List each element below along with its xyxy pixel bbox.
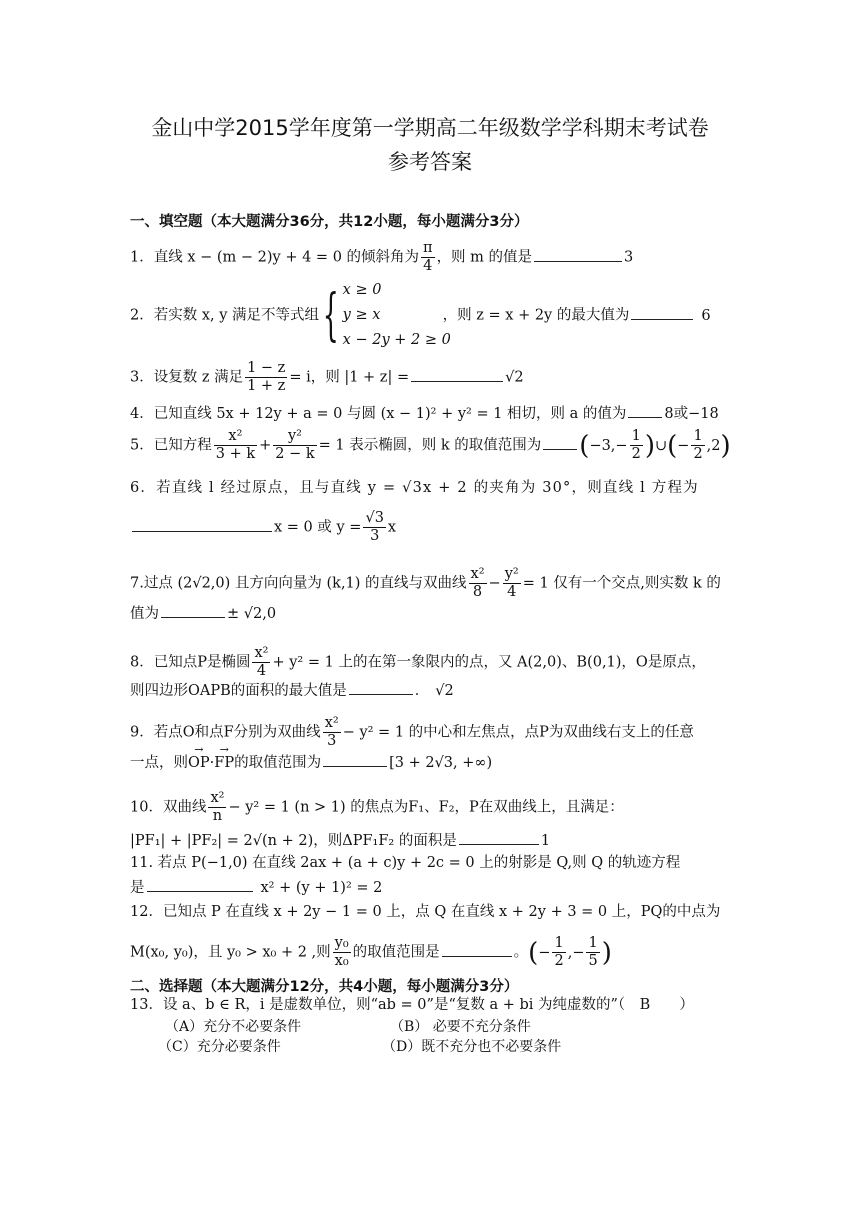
document-subtitle: 参考答案	[388, 150, 472, 174]
q12-fraction: $\frac{\text{y₀}}{\text{x₀}}$	[334, 935, 349, 969]
question-5: 5．已知方程 $\frac{\text{x²}}{3 + k}$ + $\frac{\text{y²}}{2 - k}$ = 1 表示椭圆，则 k 的取值范围为 (−3,− $\frac{1}{2}$ )∪(− $\frac{1}{2}$ ,2)	[130, 428, 731, 462]
question-8-line-2: 则四边形OAPB的面积的最大值是 ． √2	[130, 680, 454, 701]
q1-answer: 3	[624, 249, 634, 266]
question-3	[130, 360, 524, 395]
q7-fraction-1: $\frac{\text{x²}}{8}$	[470, 566, 485, 600]
question-8	[130, 645, 706, 680]
question-7: 7.过点 (2√2,0) 且方向向量为 (k,1) 的直线与双曲线 $\frac{\text{x²}}{8}$ − $\frac{\text{y²}}{4}$ = 1 仅有一个交点,则实数 k 的	[130, 566, 721, 600]
question-11	[130, 853, 680, 873]
answer-blank	[543, 435, 577, 450]
q8-text: 8．已知点P是椭圆	[130, 654, 251, 671]
document-title: 金山中学2015学年度第一学期高二年级数学学科期末考试卷	[151, 116, 709, 140]
q2-text: 2．若实数 x, y 满足不等式组	[130, 307, 320, 324]
q2-inequality-system: x ≥ 0 y ≥ x x − 2y + 2 ≥ 0	[342, 282, 451, 348]
answer-blank	[459, 830, 539, 845]
q7-answer: ± √2,0	[227, 606, 277, 622]
q5-fraction-2: $\frac{\text{y²}}{2 - k}$	[275, 428, 315, 462]
answer-blank	[323, 752, 387, 767]
answer-blank	[631, 305, 693, 320]
option-a: （A）充分不必要条件	[165, 1019, 302, 1035]
q7-text-post: = 1 仅有一个交点,则实数 k 的	[522, 575, 721, 592]
answer-blank	[132, 517, 272, 532]
q1-text-post: ，则 m 的值是	[436, 249, 533, 266]
answer-blank	[411, 367, 503, 382]
question-2	[130, 278, 711, 353]
question-4	[130, 403, 719, 424]
q8-fraction: $\frac{\text{x²}}{4}$	[254, 645, 269, 679]
answer-blank	[161, 603, 225, 618]
q2-text-post: ，则 z = x + 2y 的最大值为	[442, 307, 630, 324]
q3-fraction: $\frac{1 - z}{1 + z}$	[247, 360, 286, 394]
question-6	[130, 478, 699, 498]
q11-text: 11. 若点 P(−1,0) 在直线 2ax + (a + c)y + 2c = 0 上的射影是 Q,则 Q 的轨迹方程	[130, 855, 681, 871]
q10-answer: 1	[540, 833, 551, 849]
question-13	[130, 995, 694, 1015]
answer-blank	[628, 403, 662, 418]
q9-fraction: $\frac{\text{x²}}{3}$	[324, 715, 339, 749]
answer-blank	[147, 877, 253, 892]
q11-answer: x² + (y + 1)² = 2	[260, 880, 383, 896]
q8-answer: √2	[435, 683, 454, 699]
question-11-line-2: 是 x² + (y + 1)² = 2	[130, 877, 382, 898]
option-d: （D）既不充分也不必要条件	[382, 1039, 562, 1055]
vector-op: → OP	[188, 753, 210, 773]
q5-text: 5．已知方程	[130, 437, 212, 454]
q5-answer: (−3,− $\frac{1}{2}$ )∪(− $\frac{1}{2}$ ,2)	[579, 428, 731, 462]
section-heading-fill-in: 一、填空题（本大题满分36分，共12小题，每小题满分3分）	[130, 214, 529, 230]
question-12	[130, 902, 720, 922]
q6-text: 6．若直线 l 经过原点，且与直线 y = √3x + 2 的夹角为 30°，则直线 l 方程为	[130, 480, 699, 496]
q4-text: 4．已知直线 5x + 12y + a = 0 与圆 (x − 1)² + y² = 1 相切，则 a 的值为	[130, 406, 627, 422]
q7-text: 7.过点 (2√2,0) 且方向向量为 (k,1) 的直线与双曲线	[130, 575, 467, 592]
q9-answer: [3 + 2√3, +∞)	[389, 755, 493, 771]
q3-answer: √2	[505, 369, 524, 386]
question-1	[130, 240, 633, 275]
q9-text: 9．若点O和点F分别为双曲线	[130, 724, 321, 741]
q9-text-post: − y² = 1 的中心和左焦点，点P为双曲线右支上的任意	[342, 724, 694, 741]
q10-text-post: − y² = 1 (n > 1) 的焦点为F₁、F₂，P在双曲线上，且满足：	[228, 799, 624, 816]
q12-answer: (− $\frac{1}{2}$ ,− $\frac{1}{5}$ )	[528, 935, 612, 969]
q5-fraction-1: $\frac{\text{x²}}{3 + k}$	[215, 428, 256, 462]
q3-text: 3．设复数 z 满足	[130, 369, 244, 386]
question-6-answer-line: x = 0 或 y = $\frac{√3}{3}$ x	[130, 510, 396, 545]
option-b: （B） 必要不充分条件	[390, 1019, 531, 1035]
question-9-line-2: 一点，则→ OP·→ FP的取值范围为 [3 + 2√3, +∞)	[130, 752, 492, 773]
answer-blank	[442, 942, 512, 957]
question-10-line-2: |PF₁| + |PF₂| = 2√(n + 2)，则ΔPF₁F₂ 的面积是 1	[130, 830, 550, 851]
q5-text-post: = 1 表示椭圆，则 k 的取值范围为	[318, 437, 542, 454]
question-12-line-2: M(x₀, y₀)，且 y₀ > x₀ + 2 ,则 $\frac{\text{y₀}}{\text{x₀}}$ 的取值范围是 。(− $\frac{1}{2}$ ,− $\frac{1}{5}$ )	[130, 935, 612, 969]
q7-fraction-2: $\frac{\text{y²}}{4}$	[504, 566, 519, 600]
q4-answer: 8或−18	[664, 406, 719, 422]
question-10	[130, 790, 624, 825]
left-brace: {	[322, 282, 339, 348]
vector-fp: → FP	[214, 753, 234, 773]
q10-text: 10．双曲线	[130, 799, 207, 816]
answer-blank	[349, 680, 413, 695]
option-c: （C）充分必要条件	[158, 1039, 281, 1055]
q10-fraction: $\frac{\text{x²}}{n}$	[210, 790, 225, 824]
answer-blank	[534, 247, 622, 262]
q6-answer-fraction: $\frac{√3}{3}$	[365, 510, 384, 544]
question-7-line-2: 值为 ± √2,0	[130, 603, 276, 624]
q13-text: 13．设 a、b ∈ R，i 是虚数单位，则“ab = 0”是“复数 a + bi 为纯虚数的”（ B ）	[130, 997, 694, 1013]
q1-fraction: $\frac{\pi}{4}$	[423, 240, 433, 274]
q3-text-post: = i，则 |1 + z| =	[289, 369, 410, 386]
section-heading-multiple-choice: 二、选择题（本大题满分12分，共4小题，每小题满分3分）	[130, 979, 519, 995]
q12-text: 12．已知点 P 在直线 x + 2y − 1 = 0 上，点 Q 在直线 x + 2y + 3 = 0 上，PQ的中点为	[130, 904, 721, 920]
q6-answer: x = 0 或 y =	[274, 519, 362, 536]
q1-text: 1．直线 x − (m − 2)y + 4 = 0 的倾斜角为	[130, 249, 420, 266]
q8-text-post: + y² = 1 上的在第一象限内的点，又 A(2,0)、B(0,1)，O是原点，	[272, 654, 706, 671]
q2-answer: 6	[701, 307, 711, 324]
